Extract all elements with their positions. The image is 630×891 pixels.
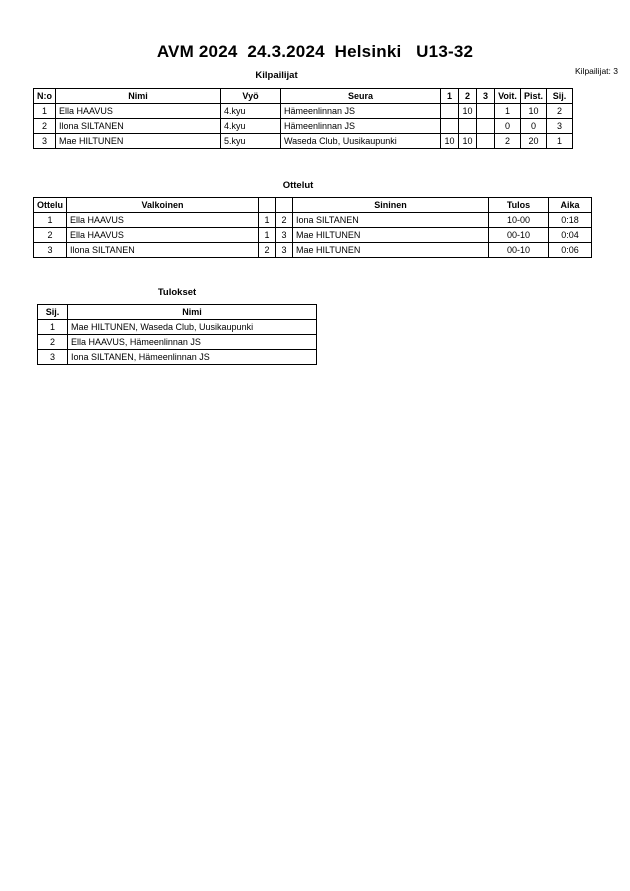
column-header-m2: 2	[459, 89, 477, 104]
cell-m1: 10	[441, 134, 459, 149]
participants-section-caption: Kilpailijat	[255, 70, 298, 81]
cell-blue: Mae HILTUNEN	[293, 228, 489, 243]
cell-points: 10	[521, 104, 547, 119]
column-header-belt: Vyö	[221, 89, 281, 104]
cell-name: Ella HAAVUS, Hämeenlinnan JS	[68, 335, 317, 350]
table-row	[38, 335, 317, 350]
cell-club: Waseda Club, Uusikaupunki	[281, 134, 441, 149]
table-row	[34, 228, 592, 243]
column-header-white: Valkoinen	[67, 198, 259, 213]
page-title: AVM 2024 24.3.2024 Helsinki U13-32	[156, 42, 474, 61]
cell-rank: 1	[38, 320, 68, 335]
cell-no: 3	[34, 134, 56, 149]
cell-m3	[477, 134, 495, 149]
cell-name: Iona SILTANEN, Hämeenlinnan JS	[68, 350, 317, 365]
participants-count: Kilpailijat: 3	[575, 66, 618, 76]
cell-points: 0	[521, 119, 547, 134]
cell-n1: 1	[259, 228, 276, 243]
cell-club: Hämeenlinnan JS	[281, 104, 441, 119]
column-header-m3: 3	[477, 89, 495, 104]
cell-n2: 3	[276, 243, 293, 258]
column-header-result: Tulos	[489, 198, 549, 213]
cell-rank: 1	[547, 134, 573, 149]
table-header-row	[34, 198, 592, 213]
cell-wins: 0	[495, 119, 521, 134]
cell-match: 2	[34, 228, 67, 243]
column-header-m1: 1	[441, 89, 459, 104]
cell-white: Ilona SILTANEN	[67, 243, 259, 258]
cell-blue: Iona SILTANEN	[293, 213, 489, 228]
column-header-name: Nimi	[56, 89, 221, 104]
cell-n1: 1	[259, 213, 276, 228]
column-header-blue: Sininen	[293, 198, 489, 213]
cell-m3	[477, 119, 495, 134]
table-row	[34, 134, 573, 149]
column-header-rank: Sij.	[38, 305, 68, 320]
cell-m2: 10	[459, 104, 477, 119]
results-table	[37, 304, 317, 365]
table-header-row	[38, 305, 317, 320]
table-row	[38, 320, 317, 335]
cell-result: 00-10	[489, 243, 549, 258]
column-header-wins: Voit.	[495, 89, 521, 104]
column-header-no: N:o	[34, 89, 56, 104]
column-header-points: Pist.	[521, 89, 547, 104]
column-header-match: Ottelu	[34, 198, 67, 213]
cell-name: Ella HAAVUS	[56, 104, 221, 119]
cell-n1: 2	[259, 243, 276, 258]
table-row	[34, 119, 573, 134]
matches-section-caption: Ottelut	[282, 180, 314, 191]
results-section-caption: Tulokset	[157, 287, 197, 298]
cell-result: 10-00	[489, 213, 549, 228]
cell-no: 2	[34, 119, 56, 134]
cell-white: Ella HAAVUS	[67, 213, 259, 228]
column-header-n2	[276, 198, 293, 213]
cell-rank: 2	[38, 335, 68, 350]
cell-rank: 3	[38, 350, 68, 365]
cell-match: 1	[34, 213, 67, 228]
cell-rank: 3	[547, 119, 573, 134]
cell-time: 0:06	[549, 243, 592, 258]
cell-m1	[441, 104, 459, 119]
cell-white: Ella HAAVUS	[67, 228, 259, 243]
table-row	[34, 243, 592, 258]
cell-points: 20	[521, 134, 547, 149]
cell-rank: 2	[547, 104, 573, 119]
cell-belt: 4.kyu	[221, 104, 281, 119]
cell-time: 0:04	[549, 228, 592, 243]
table-row	[34, 104, 573, 119]
cell-name: Mae HILTUNEN	[56, 134, 221, 149]
column-header-time: Aika	[549, 198, 592, 213]
participants-table	[33, 88, 573, 149]
cell-n2: 3	[276, 228, 293, 243]
table-row	[38, 350, 317, 365]
cell-result: 00-10	[489, 228, 549, 243]
cell-m2: 10	[459, 134, 477, 149]
cell-belt: 5.kyu	[221, 134, 281, 149]
cell-time: 0:18	[549, 213, 592, 228]
cell-m3	[477, 104, 495, 119]
cell-wins: 2	[495, 134, 521, 149]
column-header-name: Nimi	[68, 305, 317, 320]
column-header-rank: Sij.	[547, 89, 573, 104]
cell-no: 1	[34, 104, 56, 119]
cell-n2: 2	[276, 213, 293, 228]
cell-m2	[459, 119, 477, 134]
matches-table	[33, 197, 592, 258]
column-header-n1	[259, 198, 276, 213]
table-row	[34, 213, 592, 228]
table-header-row	[34, 89, 573, 104]
cell-match: 3	[34, 243, 67, 258]
cell-m1	[441, 119, 459, 134]
cell-name: Mae HILTUNEN, Waseda Club, Uusikaupunki	[68, 320, 317, 335]
cell-wins: 1	[495, 104, 521, 119]
cell-club: Hämeenlinnan JS	[281, 119, 441, 134]
column-header-club: Seura	[281, 89, 441, 104]
cell-name: Ilona SILTANEN	[56, 119, 221, 134]
cell-blue: Mae HILTUNEN	[293, 243, 489, 258]
cell-belt: 4.kyu	[221, 119, 281, 134]
